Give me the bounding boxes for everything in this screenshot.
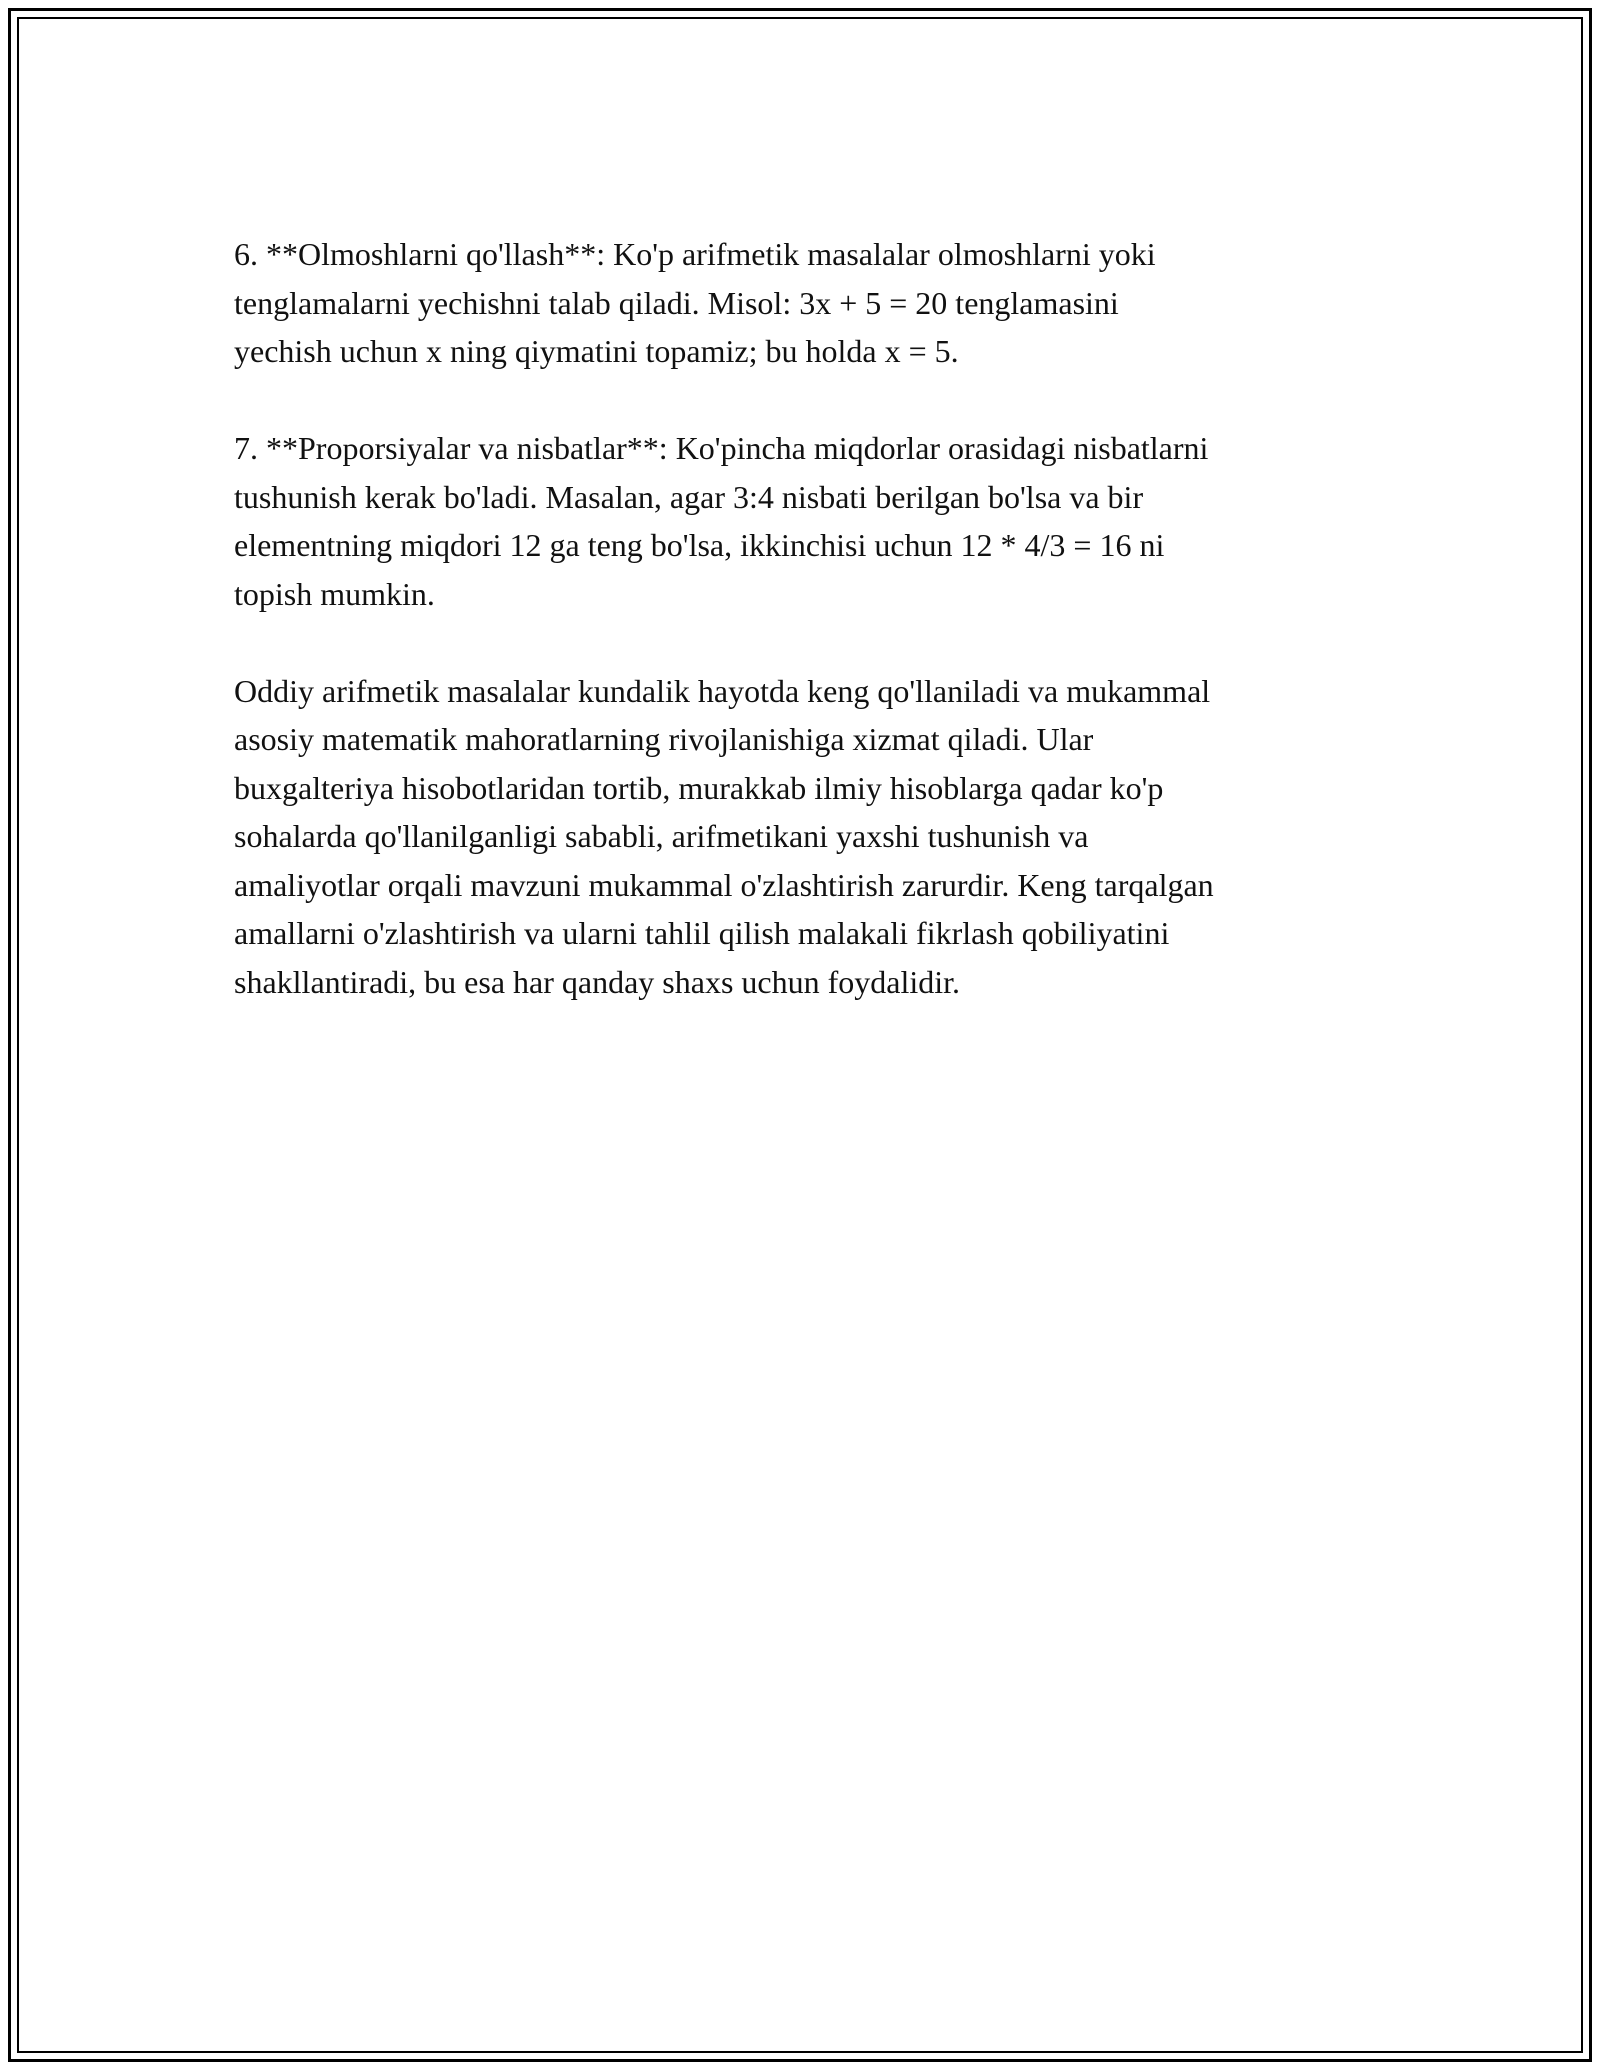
paragraph-line: topish mumkin. — [234, 575, 435, 612]
paragraph-line: yechish uchun x ning qiymatini topamiz; bu holda x = 5. — [234, 333, 959, 369]
document-body — [234, 230, 1374, 1055]
paragraph-line: buxgalteriya hisobotlaridan tortib, murakkab ilmiy hisoblarga qadar ko'p — [234, 769, 1164, 806]
paragraph-line: Oddiy arifmetik masalalar kundalik hayotda keng qo'llaniladi va mukammal — [234, 672, 1211, 709]
paragraph-line: asosiy matematik mahoratlarning rivojlanishiga xizmat qiladi. Ular — [234, 721, 1094, 757]
paragraph-line: tushunish kerak bo'ladi. Masalan, agar 3:4 nisbati berilgan bo'lsa va bir — [234, 478, 1144, 515]
paragraph-line: 7. **Proporsiyalar va nisbatlar**: Ko'pincha miqdorlar orasidagi nisbatlarni — [234, 430, 1209, 466]
paragraph-item-6 — [234, 230, 1374, 376]
paragraph-line: 6. **Olmoshlarni qo'llash**: Ko'p arifmetik masalalar olmoshlarni yoki — [234, 236, 1156, 272]
paragraph-line: amaliyotlar orqali mavzuni mukammal o'zlashtirish zarurdir. Keng tarqalgan — [234, 866, 1214, 903]
paragraph-line: sohalarda qo'llanilganligi sababli, arifmetikani yaxshi tushunish va — [234, 818, 1089, 854]
paragraph-item-7 — [234, 424, 1374, 618]
paragraph-line: tenglamalarni yechishni talab qiladi. Misol: 3x + 5 = 20 tenglamasini — [234, 284, 1119, 321]
paragraph-line: amallarni o'zlashtirish va ularni tahlil qilish malakali fikrlash qobiliyatini — [234, 915, 1170, 951]
paragraph-line: elementning miqdori 12 ga teng bo'lsa, ikkinchisi uchun 12 * 4/3 = 16 ni — [234, 527, 1165, 563]
paragraph-line: shakllantiradi, bu esa har qanday shaxs uchun foydalidir. — [234, 963, 961, 1000]
paragraph-conclusion — [234, 667, 1374, 1007]
